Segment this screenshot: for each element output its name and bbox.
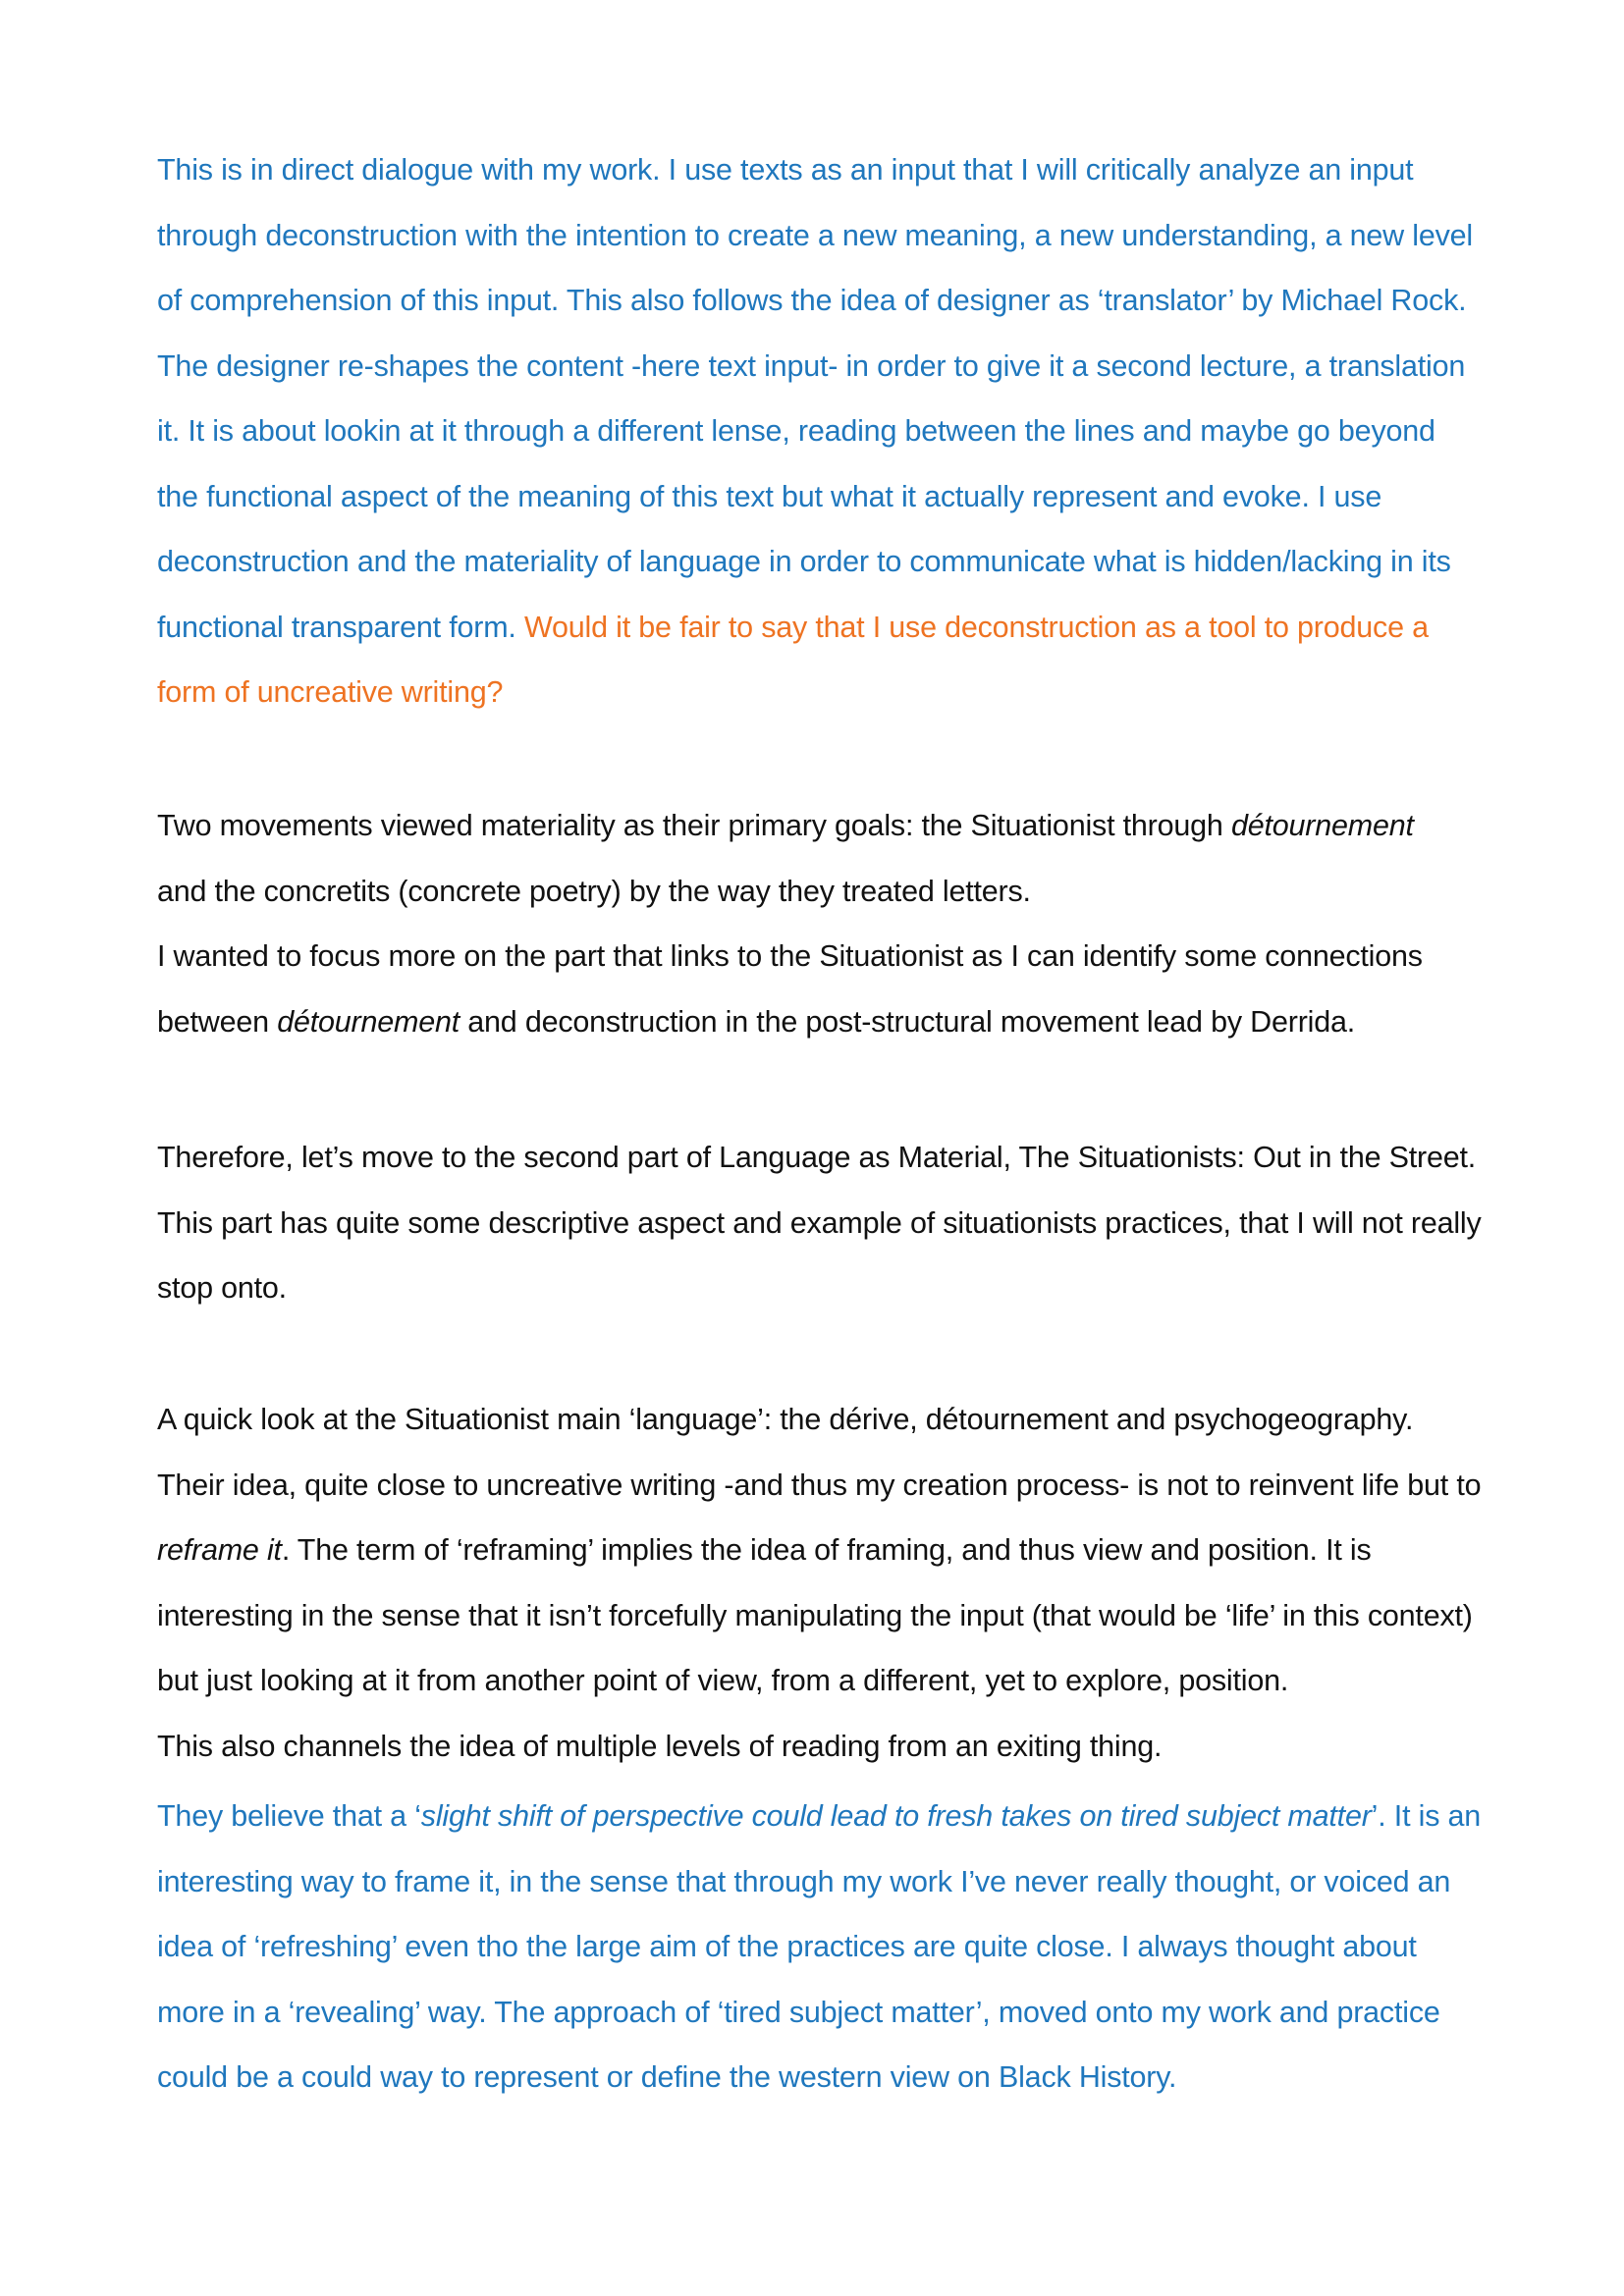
paragraph-situationist-emphasis: reframe it — [157, 1533, 282, 1567]
paragraph-dialogue — [157, 137, 1483, 725]
paragraph-situationist-text-a: A quick look at the Situationist main ‘language’: the dérive, détournement and psychogeography. Their idea, quite close to uncreative writing -and thus my creation process- is not to reinvent life but to — [157, 1403, 1482, 1502]
paragraph-movements-emphasis-a: détournement — [1230, 809, 1414, 842]
paragraph-movements — [157, 793, 1483, 1054]
paragraph-situationist-text-c: This also channels the idea of multiple levels of reading from an exiting thing. — [157, 1729, 1163, 1763]
paragraph-movements-text-c: I wanted to focus more on the part that links to the Situationist as I can identify some connections between — [157, 939, 1423, 1039]
paragraph-movements-text-d: and deconstruction in the post-structural movement lead by Derrida. — [460, 1004, 1356, 1039]
paragraph-second-part-text: Therefore, let’s move to the second part of Language as Material, The Situationists: Out in the Street. This part has quite some descriptive aspect and example of situationists practices, that I will not really stop onto. — [157, 1141, 1482, 1305]
paragraph-perspective-text-a: They believe that a ‘ — [157, 1799, 421, 1833]
paragraph-movements-text-a: Two movements viewed materiality as their primary goals: the Situationist through — [157, 809, 1231, 842]
paragraph-situationist-text-b: . The term of ‘reframing’ implies the idea of framing, and thus view and position. It is interesting in the sense that it isn’t forcefully manipulating the input (that would be ‘life’ in this context) but just looking at it from another point of view, from a different, yet to explore, position. — [157, 1533, 1473, 1697]
paragraph-dialogue-blue-text: This is in direct dialogue with my work. I use texts as an input that I will critically analyze an input through deconstruction with the intention to create a new meaning, a new understanding, a new level of comprehension of this input. This also follows the idea of designer as ‘translator’ by Michael Rock. The designer re-shapes the content -here text input- in order to give it a second lecture, a translation it. It is about lookin at it through a different lense, reading between the lines and maybe go beyond the functional aspect of the meaning of this text but what it actually represent and evoke. I use deconstruction and the materiality of language in order to communicate what is hidden/lacking in its functional transparent form. — [157, 153, 1474, 644]
paragraph-movements-emphasis-c: détournement — [277, 1004, 460, 1039]
paragraph-perspective-quote: slight shift of perspective could lead to fresh takes on tired subject matter — [420, 1799, 1372, 1833]
paragraph-dialogue-orange-question: Would it be fair to say that I use deconstruction as a tool to produce a form of uncreative writing? — [157, 610, 1429, 709]
paragraph-perspective-text-b: ’. It is an interesting way to frame it, in the sense that through my work I’ve never really thought, or voiced an idea of ‘refreshing’ even tho the large aim of the practices are quite close. I always thought about more in a ‘revealing’ way. The approach of ‘tired subject matter’, moved onto my work and practice could be a could way to represent or define the western view on Black History. — [157, 1799, 1482, 2094]
paragraph-second-part — [157, 1125, 1483, 1321]
paragraph-movements-text-b: and the concretits (concrete poetry) by the way they treated letters. — [157, 874, 1031, 908]
paragraph-perspective-shift — [157, 1784, 1483, 2110]
paragraph-situationist-language — [157, 1387, 1483, 1779]
